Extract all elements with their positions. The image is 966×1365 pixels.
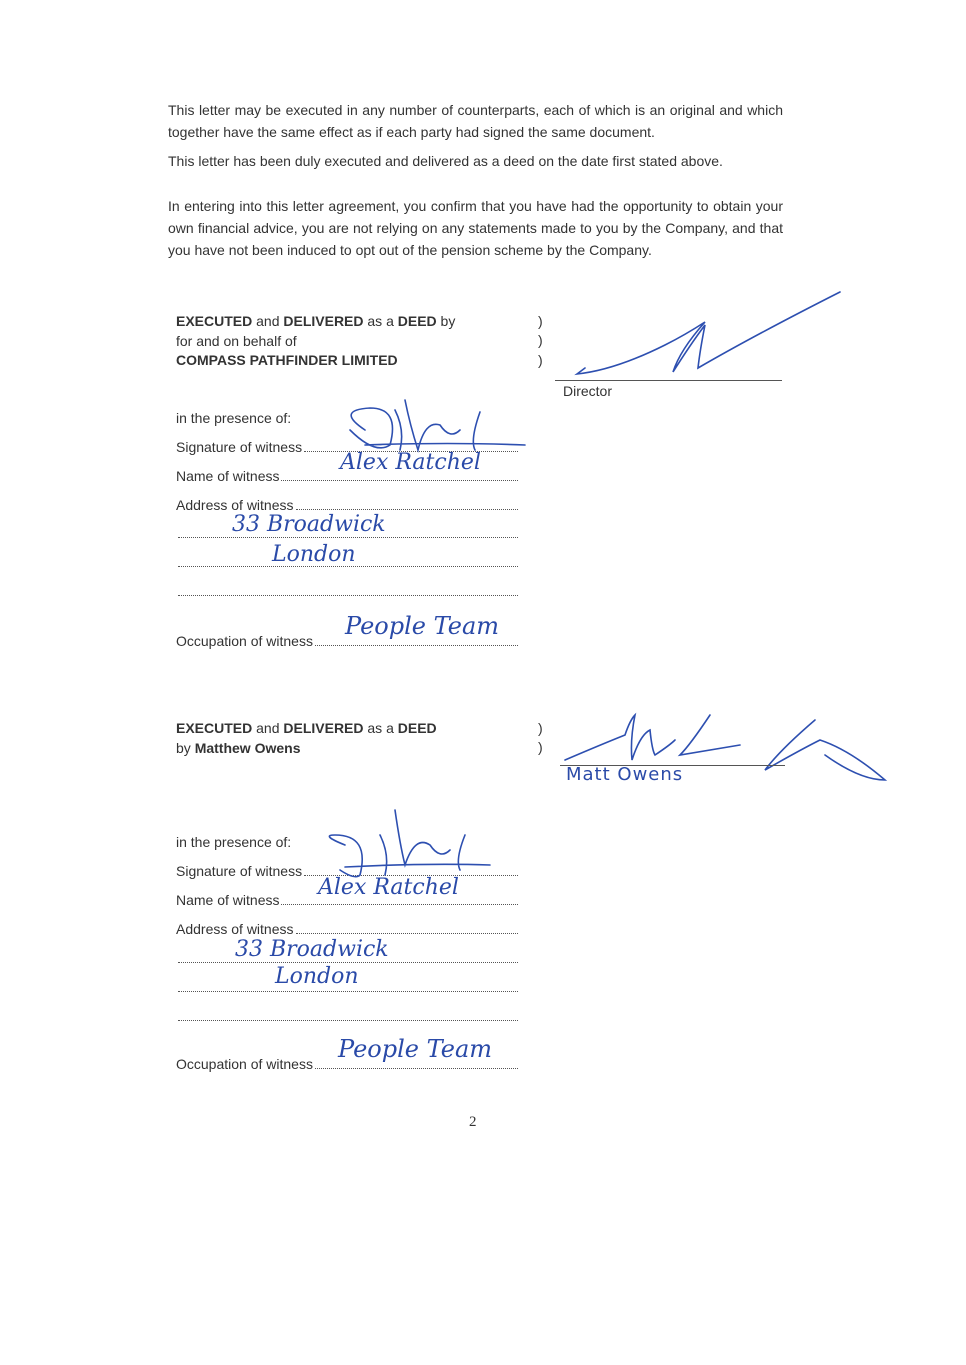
paren: ) <box>538 739 543 755</box>
director-signature <box>555 290 845 380</box>
by-text: by <box>176 739 195 756</box>
witness-address-line1-handwritten: 33 Broadwick <box>232 512 386 537</box>
execution-clause-individual <box>176 719 437 758</box>
witness-occupation-handwritten: People Team <box>338 1035 493 1063</box>
address-of-witness-label: Address of witness <box>176 497 294 513</box>
counterparts-paragraph: This letter may be executed in any number of counterparts, each of which is an original and which together have the same effect as if each party had signed the same document. <box>168 102 783 140</box>
address-of-witness-label: Address of witness <box>176 921 294 937</box>
address-line <box>178 991 518 992</box>
and-text: and <box>252 720 284 736</box>
witness-address-line2-handwritten: London <box>275 964 359 989</box>
and-text: and <box>252 313 284 329</box>
paren: ) <box>538 313 543 329</box>
name-of-witness-label: Name of witness <box>176 892 280 908</box>
director-label: Director <box>563 383 613 399</box>
page-number: 2 <box>469 1114 477 1130</box>
deed-text: DEED <box>397 313 437 329</box>
address-of-witness-row <box>176 920 518 938</box>
witness-name-handwritten: Alex Ratchel <box>318 875 459 900</box>
delivered-text: DELIVERED <box>283 720 364 736</box>
person-name: Matthew Owens <box>194 739 301 756</box>
witness-address-line1-handwritten: 33 Broadwick <box>235 937 389 962</box>
address-line <box>178 962 518 963</box>
on-behalf-text: for and on behalf of <box>176 332 297 349</box>
paren: ) <box>538 352 543 368</box>
as-a-text: as a <box>363 313 398 329</box>
director-signature-line <box>555 380 782 381</box>
witness-address-line2-handwritten: London <box>272 542 356 567</box>
witness-signature <box>330 400 540 490</box>
company-name: COMPASS PATHFINDER LIMITED <box>176 352 398 368</box>
occupation-of-witness-label: Occupation of witness <box>176 633 313 649</box>
occupation-of-witness-label: Occupation of witness <box>176 1056 313 1072</box>
address-line <box>178 1020 518 1021</box>
executed-text: EXECUTED <box>176 313 253 329</box>
signature-of-witness-label: Signature of witness <box>176 439 303 455</box>
address-line <box>178 595 518 596</box>
execution-clause-company <box>176 312 455 371</box>
witness-signature <box>315 805 505 885</box>
address-line <box>178 537 518 538</box>
printed-name-handwritten: Matt Owens <box>566 764 684 785</box>
executed-text: EXECUTED <box>176 720 253 736</box>
presence-label: in the presence of: <box>176 410 292 426</box>
advice-paragraph: In entering into this letter agreement, you confirm that you have had the opportunity to obtain your own financial advice, you are not relying on any statements made to you by the Company, and that you have not been induced to opt out of the pension scheme by the Company. <box>168 198 783 258</box>
deed-paragraph: This letter has been duly executed and delivered as a deed on the date first stated above. <box>168 153 723 169</box>
deed-text: DEED <box>397 720 437 736</box>
delivered-text: DELIVERED <box>283 313 364 329</box>
paren: ) <box>538 332 543 348</box>
name-of-witness-label: Name of witness <box>176 468 280 484</box>
witness-name-handwritten: Alex Ratchel <box>340 450 481 475</box>
by-text: by <box>436 313 456 329</box>
signature-of-witness-label: Signature of witness <box>176 863 303 879</box>
paren: ) <box>538 720 543 736</box>
as-a-text: as a <box>363 720 398 736</box>
witness-occupation-handwritten: People Team <box>345 612 500 640</box>
presence-label: in the presence of: <box>176 834 292 850</box>
